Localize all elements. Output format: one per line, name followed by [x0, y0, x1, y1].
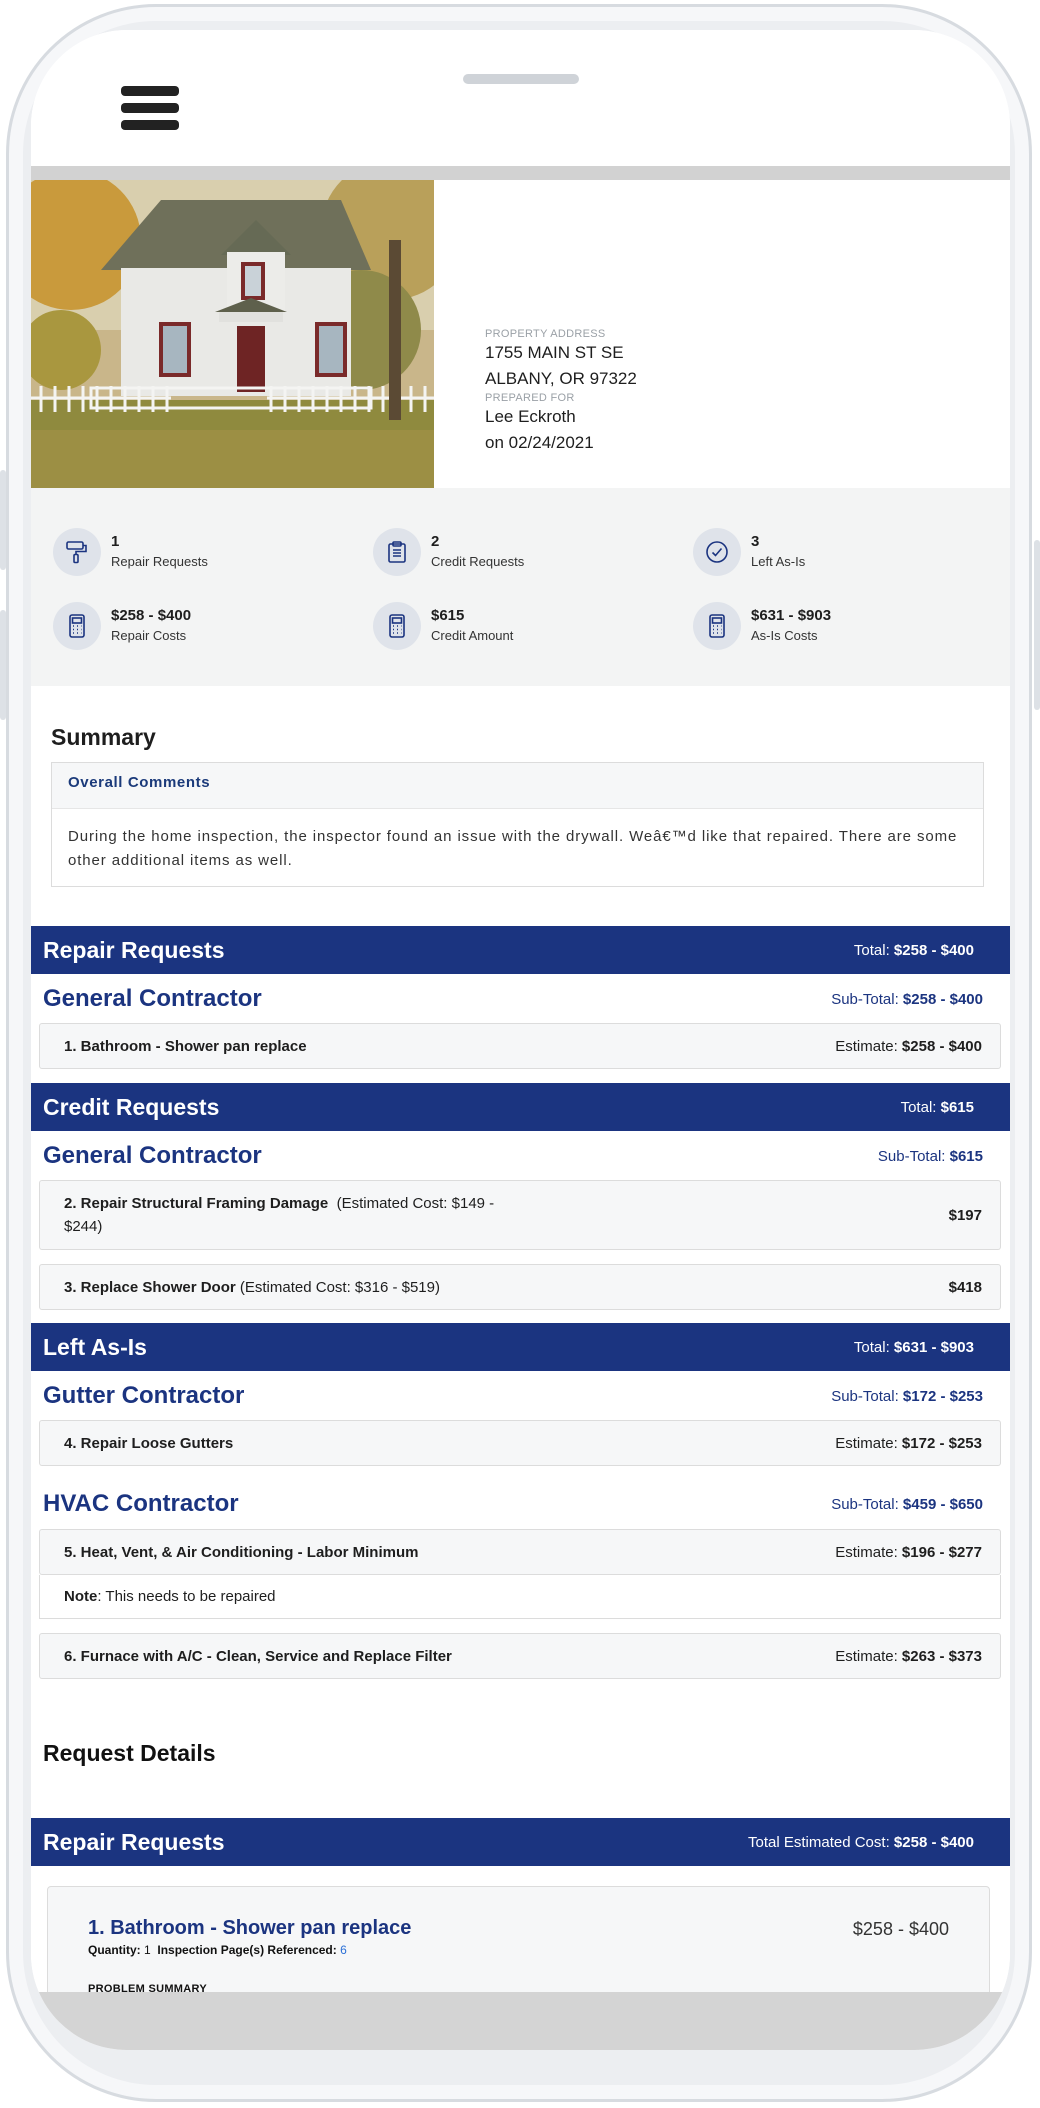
stat-value: $631 - $903: [751, 607, 832, 624]
subtotal-label: Sub-Total:: [831, 1495, 903, 1513]
estimate-label: Estimate:: [835, 1647, 902, 1665]
stats-panel: [31, 488, 1010, 686]
total-value: $258 - $400: [893, 1833, 974, 1851]
note-text: : This needs to be repaired: [97, 1588, 276, 1605]
property-info: [485, 328, 637, 456]
item-name: 1. Bathroom - Shower pan replace: [64, 1037, 307, 1055]
estimate-value: $196 - $277: [901, 1543, 982, 1561]
repair-requests-bar: [31, 926, 1010, 974]
request-item[interactable]: [39, 1529, 1001, 1575]
contractor-subtotal: [878, 1148, 983, 1165]
menu-icon[interactable]: [121, 86, 179, 136]
subtotal-label: Sub-Total:: [831, 990, 903, 1008]
stat-value: 1: [111, 533, 120, 550]
stat-caption: Left As-Is: [751, 554, 806, 569]
item-description: [64, 1279, 440, 1296]
item-name: 6. Furnace with A/C - Clean, Service and Replace Filter: [64, 1647, 452, 1665]
item-amount: $197: [948, 1206, 982, 1224]
subtotal-value: $615: [949, 1147, 983, 1165]
problem-summary-label: PROBLEM SUMMARY: [88, 1983, 207, 1992]
details-repair-requests-bar: [31, 1818, 1010, 1866]
item-note: [39, 1575, 1001, 1619]
item-estimate: [835, 1648, 982, 1665]
credit-requests-bar: [31, 1083, 1010, 1131]
contractor-subtotal: [831, 1496, 983, 1513]
check-circle-icon: [693, 528, 741, 576]
stat-caption: Credit Requests: [431, 554, 525, 569]
house-photo: [31, 180, 434, 488]
address-label: PROPERTY ADDRESS: [485, 328, 606, 340]
request-item[interactable]: [39, 1264, 1001, 1310]
estimate-value: $172 - $253: [901, 1434, 982, 1452]
prepared-name: Lee Eckroth: [485, 407, 576, 426]
phone-side-button: [0, 470, 6, 570]
card-meta: [88, 1943, 949, 1957]
stat-value: 3: [751, 533, 760, 550]
stat-value: $615: [431, 607, 465, 624]
request-detail-card[interactable]: [47, 1886, 990, 1992]
stat-caption: Repair Costs: [111, 628, 187, 643]
item-name: 4. Repair Loose Gutters: [64, 1434, 234, 1452]
request-details-title: Request Details: [43, 1740, 216, 1766]
section-title: Credit Requests: [43, 1093, 220, 1120]
item-amount: $418: [948, 1278, 982, 1296]
contractor-name: Gutter Contractor: [43, 1382, 245, 1409]
stat-left-as-is: [693, 528, 805, 576]
calculator-icon: [693, 602, 741, 650]
card-amount: $258 - $400: [852, 1919, 949, 1939]
item-estimate: [835, 1544, 982, 1561]
item-estimate: [835, 1038, 982, 1055]
contractor-general-repair: [43, 974, 983, 1024]
total-value: $258 - $400: [893, 941, 974, 959]
request-item[interactable]: [39, 1180, 1001, 1250]
stat-credit-requests: [373, 528, 524, 576]
paint-roller-icon: [53, 528, 101, 576]
prepared-for-label: PREPARED FOR: [485, 392, 575, 404]
contractor-name: General Contractor: [43, 985, 262, 1012]
comments-text: During the home inspection, the inspector found an issue with the drywall. Weâ€™d like that repaired. There are some other additional items as well.: [68, 828, 958, 869]
comments-title: Overall Comments: [52, 763, 983, 809]
subtotal-value: $459 - $650: [902, 1495, 983, 1513]
pages-link[interactable]: 6: [340, 1943, 347, 1957]
stat-caption: Repair Requests: [111, 554, 208, 569]
phone-side-button: [0, 610, 6, 720]
total-value: $615: [940, 1098, 974, 1116]
contractor-hvac: [43, 1478, 983, 1530]
calculator-icon: [373, 602, 421, 650]
stat-repair-requests: [53, 528, 208, 576]
summary-title: Summary: [51, 724, 156, 750]
subtotal-label: Sub-Total:: [831, 1387, 903, 1405]
section-total: [854, 942, 974, 959]
prepared-date: on 02/24/2021: [485, 433, 594, 452]
subtotal-value: $258 - $400: [902, 990, 983, 1008]
contractor-gutter: [43, 1371, 983, 1421]
address-line2: ALBANY, OR 97322: [485, 369, 637, 388]
item-name: 5. Heat, Vent, & Air Conditioning - Labor Minimum: [64, 1543, 419, 1561]
section-total: [748, 1834, 974, 1851]
total-label: Total Estimated Cost:: [748, 1833, 894, 1851]
card-title: 1. Bathroom - Shower pan replace: [88, 1917, 412, 1939]
total-label: Total:: [900, 1098, 941, 1116]
clipboard-icon: [373, 528, 421, 576]
note-label: Note: [64, 1588, 98, 1605]
item-estimate: [835, 1435, 982, 1452]
phone-screen: [31, 30, 1010, 2050]
item-name: 2. Repair Structural Framing Damage: [64, 1195, 329, 1212]
section-title: Repair Requests: [43, 1828, 225, 1855]
estimate-value: $263 - $373: [901, 1647, 982, 1665]
phone-chin: [31, 1992, 1010, 2050]
section-title: Repair Requests: [43, 936, 225, 963]
stat-as-is-costs: [693, 602, 831, 650]
contractor-subtotal: [831, 1388, 983, 1405]
quantity-value: 1: [144, 1943, 151, 1957]
item-estimated-cost: (Estimated Cost: $149 - $244): [64, 1195, 495, 1235]
quantity-label: Quantity:: [88, 1943, 141, 1957]
total-label: Total:: [853, 941, 894, 959]
total-label: Total:: [853, 1338, 894, 1356]
request-item[interactable]: [39, 1023, 1001, 1069]
stat-caption: As-Is Costs: [751, 628, 818, 643]
left-as-is-bar: [31, 1323, 1010, 1371]
item-description: [64, 1192, 524, 1238]
contractor-general-credit: [43, 1131, 983, 1181]
address-line1: 1755 MAIN ST SE: [485, 343, 624, 362]
estimate-value: $258 - $400: [901, 1037, 982, 1055]
subtotal-value: $172 - $253: [902, 1387, 983, 1405]
contractor-name: General Contractor: [43, 1142, 262, 1169]
stat-credit-amount: [373, 602, 513, 650]
total-value: $631 - $903: [893, 1338, 974, 1356]
estimate-label: Estimate:: [835, 1037, 902, 1055]
section-total: [901, 1099, 974, 1116]
section-title: Left As-Is: [43, 1333, 147, 1360]
pages-label: Inspection Page(s) Referenced:: [157, 1943, 337, 1957]
request-item[interactable]: [39, 1633, 1001, 1679]
contractor-subtotal: [831, 991, 983, 1008]
stat-repair-costs: [53, 602, 191, 650]
estimate-label: Estimate:: [835, 1543, 902, 1561]
contractor-name: HVAC Contractor: [43, 1490, 239, 1517]
section-total: [854, 1339, 974, 1356]
stat-caption: Credit Amount: [431, 628, 514, 643]
header-divider: [31, 166, 1010, 180]
phone-side-button: [1034, 540, 1040, 710]
stat-value: $258 - $400: [111, 607, 192, 624]
request-item[interactable]: [39, 1420, 1001, 1466]
phone-speaker: [463, 74, 579, 84]
item-estimated-cost: (Estimated Cost: $316 - $519): [239, 1278, 440, 1296]
subtotal-label: Sub-Total:: [877, 1147, 950, 1165]
item-name: 3. Replace Shower Door: [64, 1278, 236, 1296]
property-hero: [31, 180, 1010, 488]
estimate-label: Estimate:: [835, 1434, 902, 1452]
overall-comments: [51, 762, 984, 887]
stat-value: 2: [431, 533, 440, 550]
calculator-icon: [53, 602, 101, 650]
